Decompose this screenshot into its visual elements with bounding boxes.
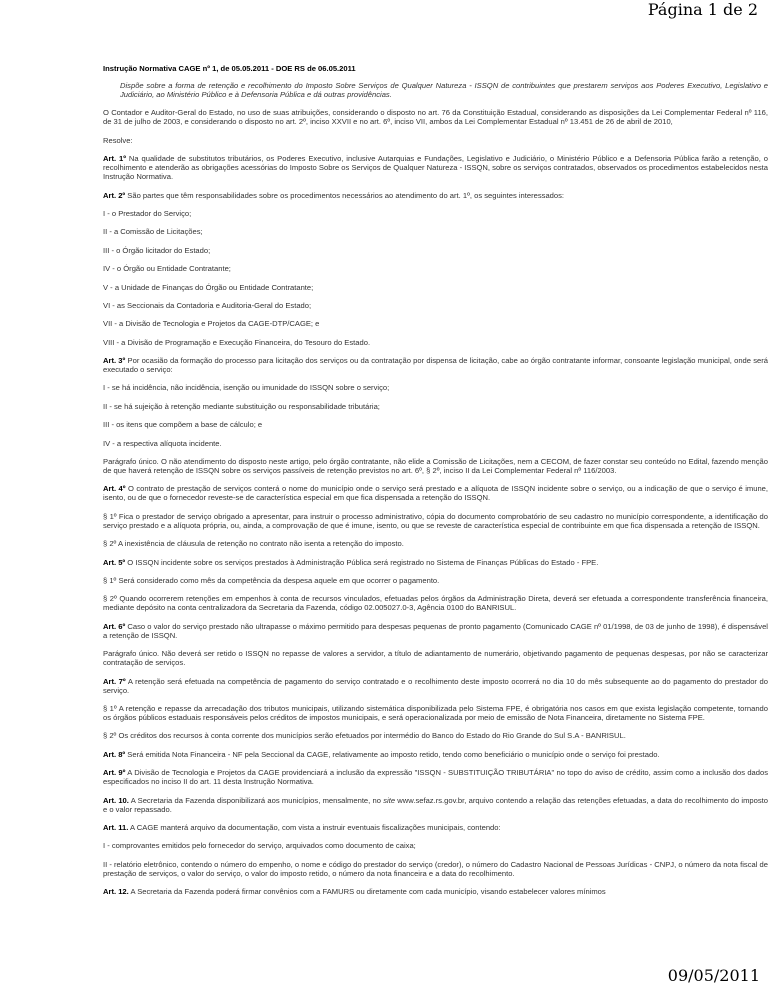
paragraph: § 2º Os créditos dos recursos à conta corrente dos municípios serão efetuados por intermédio do Banco do Estado do Rio Grande do Sul S.A - BANRISUL.	[103, 731, 626, 741]
document-title: Instrução Normativa CAGE nº 1, de 05.05.2011 - DOE RS de 06.05.2011	[103, 64, 356, 73]
article-4: Art. 4º O contrato de prestação de serviços conterá o nome do município onde o serviço será prestado e a alíquota de ISSQN incidente sobre o serviço, ou a indicação de que o serviço é imune, isento, ou de que o fornecedor reveste-se de característica especial em que fica dispensada a retenção do ISSQN.	[103, 484, 768, 503]
article-label: Art. 11.	[103, 822, 129, 832]
document-body	[103, 64, 768, 905]
paragraph: § 1º A retenção e repasse da arrecadação dos tributos municipais, utilizando sistemática disponibilizada pelo Sistema FPE, é obrigatória nos casos em que exista legislação competente, tornando os órgãos públicos estaduais responsáveis pelos créditos de impostos municipais, e será operacionalizada por meio de emissão de Nota Financeira, diretamente no Sistema FPE.	[103, 703, 768, 722]
inciso: IV - o Órgão ou Entidade Contratante;	[103, 264, 231, 274]
ementa: Dispõe sobre a forma de retenção e recolhimento do Imposto Sobre Serviços de Qualquer Natureza - ISSQN de contribuintes que prestarem serviços aos Poderes Executivo, Legislativo e Judiciário, ao Ministério Público e à Defensoria Pública e dá outras providências.	[120, 81, 768, 99]
article-label: Art. 8º	[103, 749, 126, 759]
inciso: VII - a Divisão de Tecnologia e Projetos da CAGE-DTP/CAGE; e	[103, 319, 320, 329]
article-9: Art. 9º A Divisão de Tecnologia e Projetos da CAGE providenciará a inclusão da expressão "ISSQN - SUBSTITUIÇÃO TRIBUTÁRIA" no topo do aviso de crédito, assim como a inclusão dos dados especificados no inciso II do art. 11 desta Instrução Normativa.	[103, 768, 768, 787]
inciso: II - a Comissão de Licitações;	[103, 227, 203, 237]
inciso: III - os itens que compõem a base de cálculo; e	[103, 420, 263, 430]
article-1: Art. 1º Na qualidade de substitutos tributários, os Poderes Executivo, inclusive Autarquias e Fundações, Legislativo e Judiciário, o Ministério Público e a Defensoria Pública farão a retenção, o recolhimento e atenderão as obrigações acessórias do Imposto Sobre os Serviços de Qualquer Natureza - ISSQN, sobre os serviços contratados, observados os procedimentos estabelecidos nesta Instrução Normativa.	[103, 154, 768, 182]
article-8: Art. 8º Será emitida Nota Financeira - NF pela Seccional da CAGE, relativamente ao imposto retido, tendo como beneficiário o município onde o serviço foi prestado.	[103, 749, 660, 759]
paragraph: Parágrafo único. Não deverá ser retido o ISSQN no repasse de valores a servidor, a título de adiantamento de numerário, objetivando pagamento de pequenas despesas, por não se caracterizar contratação de serviços.	[103, 649, 768, 668]
inciso: II - se há sujeição à retenção mediante substituição ou responsabilidade tributária;	[103, 401, 380, 411]
article-label: Art. 5º	[103, 557, 126, 567]
inciso: I - comprovantes emitidos pelo fornecedor do serviço, arquivados como documento de caixa;	[103, 841, 416, 851]
paragraph: § 1º Fica o prestador de serviço obrigado a apresentar, para instruir o processo administrativo, cópia do documento comprobatório de seu cadastro no município correspondente, a identificação do serviço prestado e a alíquota própria, ou, ainda, a comprovação de que é imune, isento, ou que se reveste de característica especial de contribuinte em que fica dispensada a retenção de ISSQN.	[103, 511, 768, 530]
article-3: Art. 3º Por ocasião da formação do processo para licitação dos serviços ou da contratação por dispensa de licitação, cabe ao órgão contratante informar, consoante legislação municipal, onde será executado o serviço:	[103, 356, 768, 375]
article-12: Art. 12. A Secretaria da Fazenda poderá firmar convênios com a FAMURS ou diretamente com cada município, visando estabelecer valores mínimos	[103, 887, 606, 897]
article-label: Art. 9º	[103, 768, 126, 778]
paragraph: § 1º Será considerado como mês da competência da despesa aquele em que ocorrer o pagamento.	[103, 575, 440, 585]
preamble: O Contador e Auditor-Geral do Estado, no uso de suas atribuições, considerando o disposto no art. 76 da Constituição Estadual, considerando as disposições da Lei Complementar Federal nº 116, de 31 de julho de 2003, e considerando o disposto no art. 2º, inciso XXVII e no art. 6º, inciso VII, ambos da Lei Complementar Estadual nº 13.451 de 26 de abril de 2010,	[103, 108, 768, 127]
article-11: Art. 11. A CAGE manterá arquivo da documentação, com vista a instruir eventuais fiscalizações municipais, contendo:	[103, 822, 501, 832]
inciso: V - a Unidade de Finanças do Órgão ou Entidade Contratante;	[103, 282, 314, 292]
article-label: Art. 4º	[103, 484, 126, 494]
inciso: VIII - a Divisão de Programação e Execução Financeira, do Tesouro do Estado.	[103, 337, 371, 347]
article-2: Art. 2º São partes que têm responsabilidades sobre os procedimentos necessários ao atendimento do art. 1º, os seguintes interessados:	[103, 190, 565, 200]
inciso: I - se há incidência, não incidência, isenção ou imunidade do ISSQN sobre o serviço;	[103, 383, 390, 393]
inciso: I - o Prestador do Serviço;	[103, 208, 192, 218]
inciso: IV - a respectiva alíquota incidente.	[103, 438, 222, 448]
inciso: VI - as Seccionais da Contadoria e Auditoria-Geral do Estado;	[103, 300, 312, 310]
article-label: Art. 3º	[103, 356, 126, 366]
article-label: Art. 10.	[103, 795, 129, 805]
inciso: II - relatório eletrônico, contendo o número do empenho, o nome e código do prestador do serviço (credor), o número do Cadastro Nacional de Pessoas Jurídicas - CNPJ, o número da nota fiscal de prestação de serviços, o valor do serviço, o valor do imposto retido, o número da nota financeira e a data do recolhimento.	[103, 859, 768, 878]
article-label: Art. 7º	[103, 676, 126, 686]
article-label: Art. 2º	[103, 190, 126, 200]
page-number-header: Página 1 de 2	[647, 0, 758, 19]
article-label: Art. 1º	[103, 154, 126, 164]
article-label: Art. 6º	[103, 621, 126, 631]
article-5: Art. 5º O ISSQN incidente sobre os serviços prestados à Administração Pública será registrado no Sistema de Finanças Públicas do Estado - FPE.	[103, 557, 599, 567]
inciso: III - o Órgão licitador do Estado;	[103, 245, 211, 255]
article-10: Art. 10. A Secretaria da Fazenda disponibilizará aos municípios, mensalmente, no site www.sefaz.rs.gov.br, arquivo contendo a relação das retenções efetuadas, a data do recolhimento do imposto e o valor repassado.	[103, 795, 768, 814]
article-7: Art. 7º A retenção será efetuada na competência de pagamento do serviço contratado e o recolhimento deste imposto ocorrerá no dia 10 do mês subsequente ao do pagamento do prestador do serviço.	[103, 676, 768, 695]
resolve-line: Resolve:	[103, 135, 133, 145]
print-date-footer: 09/05/2011	[667, 966, 760, 985]
article-6: Art. 6º Caso o valor do serviço prestado não ultrapasse o máximo permitido para despesas pequenas de pronto pagamento (Comunicado CAGE nº 01/1998, de 03 de junho de 1998), é dispensável a retenção de ISSQN.	[103, 621, 768, 640]
article-label: Art. 12.	[103, 887, 129, 897]
paragraph: § 2º Quando ocorrerem retenções em empenhos à conta de recursos vinculados, efetuadas pelos órgãos da Administração Direta, deverá ser efetuada a correspondente transferência financeira, mediante depósito na conta centralizadora da Secretaria da Fazenda, código 02.005027.0-3, Agência 0100 do BANRISUL.	[103, 594, 768, 613]
paragraph: § 2º A inexistência de cláusula de retenção no contrato não isenta a retenção do imposto.	[103, 539, 404, 549]
paragraph: Parágrafo único. O não atendimento do disposto neste artigo, pelo órgão contratante, não elide a Comissão de Licitações, nem a CECOM, de fazer constar seu conteúdo no Edital, fazendo menção de que haverá retenção de ISSQN sobre os serviços passíveis de retenção previstos no art. 6º, § 2º, inciso II da Lei Complementar Federal nº 116/2003.	[103, 457, 768, 476]
